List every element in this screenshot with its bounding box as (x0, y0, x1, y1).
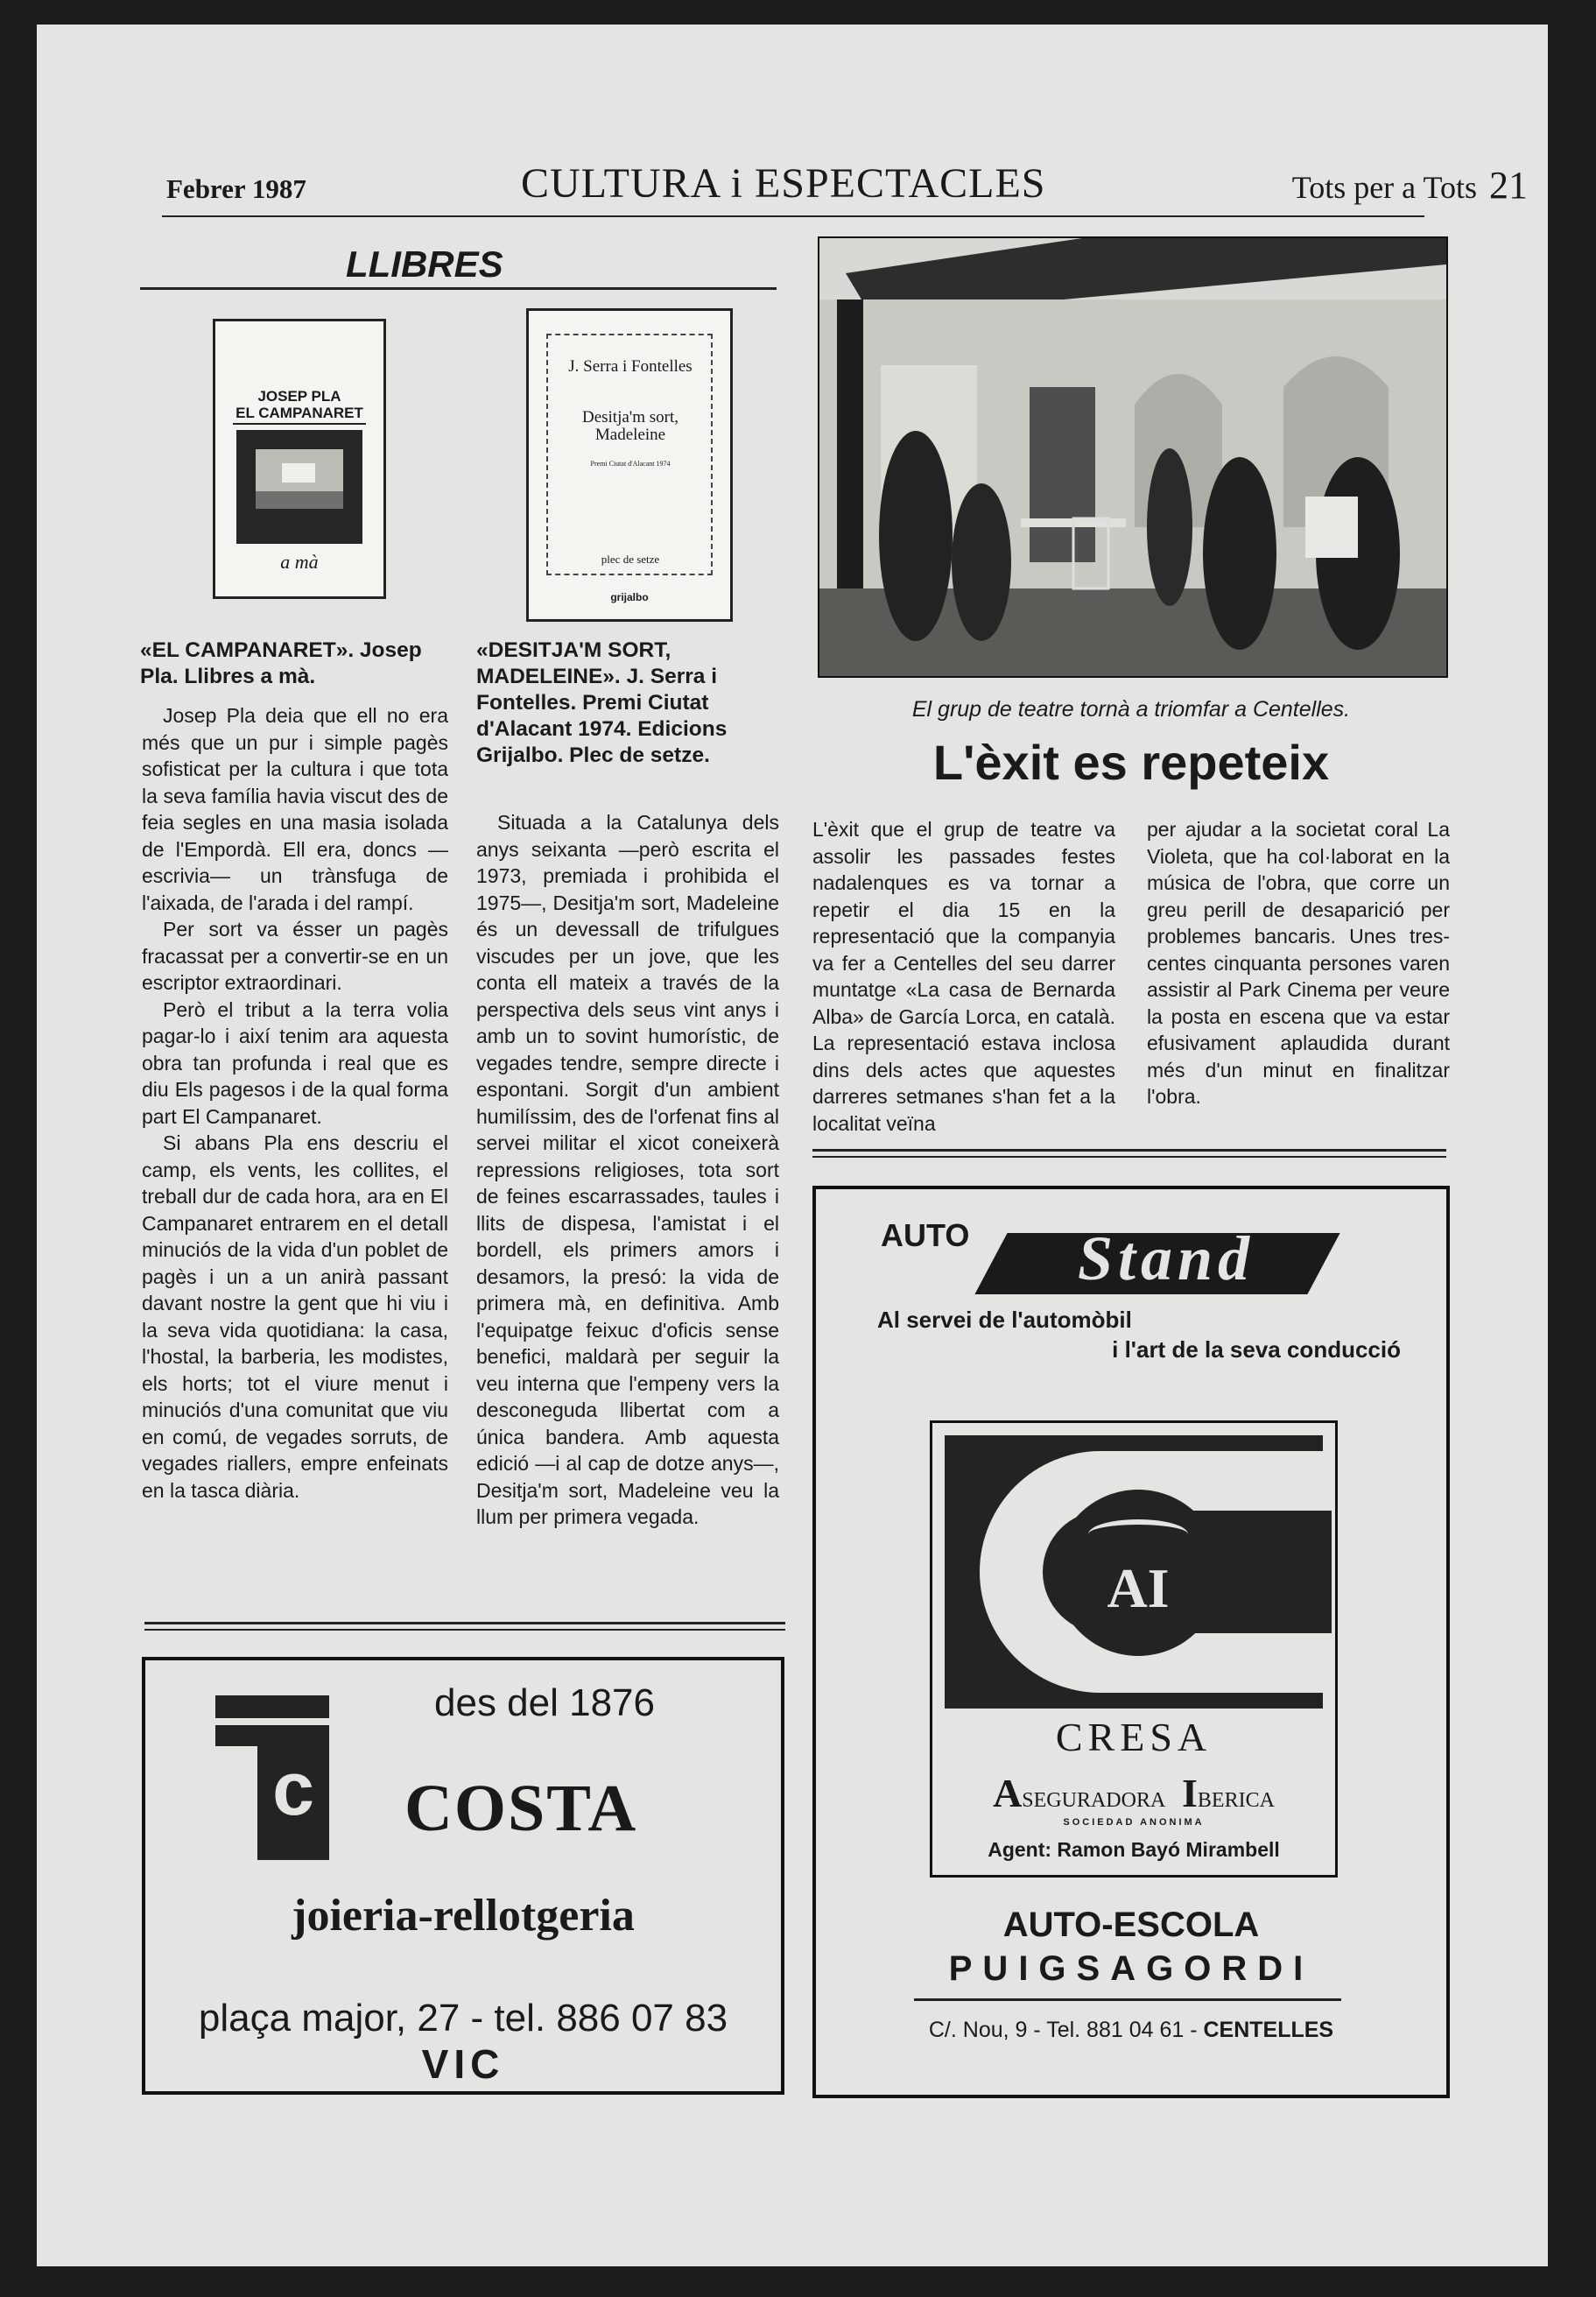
driving-school-address: C/. Nou, 9 - Tel. 881 04 61 - (928, 2018, 1198, 2042)
costa-logo-icon (215, 1695, 329, 1860)
driving-school-rule (914, 1998, 1341, 2001)
costa-top-rule (144, 1622, 785, 1624)
costa-advertisement (142, 1657, 784, 2095)
theatre-paragraph-1: L'èxit que el grup de teatre va assolir les passades festes nadalenques es va tornar a repetir el dia 15 en la representació que la companyia va fer a Centelles del seu darrer muntatge «La casa de Bernarda Alba» de García Lorca, en català. La representació estava inclosa dins dels actes que aquestes darreres setmanes s'han fet a la localitat veïna (812, 818, 1115, 1135)
theatre-scene-image (819, 238, 1446, 676)
costa-since: des del 1876 (434, 1681, 655, 1724)
page-number: 21 (1489, 164, 1528, 207)
book2-heading: «DESITJA'M SORT, MADELEINE». J. Serra i Fontelles. Premi Ciutat d'Alacant 1974. Edicions Grijalbo. Plec de setze. (476, 638, 728, 767)
cresa-letter-i: I (1182, 1771, 1198, 1815)
costa-name: COSTA (404, 1772, 638, 1845)
cover1-title: EL CAMPANARET (233, 405, 366, 425)
theatre-paragraph-2: per ajudar a la societat coral La Violeta, que ha col·laborat en la música de l'obra, que corre un greu perill de desaparició per problemes bancaris. Unes tres-centes cinquanta persones varen assistir al Park Cinema per veure la posta en escena que va estar efusivament aplaudida durant més d'un minut en finalitzar l'obra. (1147, 818, 1450, 1108)
book1-paragraph: Si abans Pla ens descriu el camp, els vents, les collites, el treball dur de cada hora, ara en El Campanaret entrarem en el detall minuciós de la vida d'un poblet de pagès i un a un anirà passant davant nostre la gent que hi viu i la seva vida quotidiana: la casa, l'hostal, la barberia, les modistes, els horts; tot el viure menut i minuciós d'una comunitat que viu en comú, de vegades sorruts, de vegades riallers, empre enfeinats en la tasca diària. (142, 1131, 448, 1502)
theatre-article-col1 (812, 816, 1115, 1137)
cover1-series: a mà (280, 551, 319, 573)
cresa-logo-icon (945, 1435, 1323, 1709)
cresa-word-2: BERICA (1197, 1789, 1275, 1812)
stand-logo-text: Stand (1077, 1223, 1255, 1293)
auto-tagline-2: i l'art de la seva conducció (1112, 1336, 1401, 1363)
costa-top-rule-thin (144, 1629, 785, 1631)
cover2-prize: Premi Ciutat d'Alacant 1974 (590, 460, 671, 468)
auto-prefix: AUTO (881, 1217, 970, 1253)
section-title: CULTURA i ESPECTACLES (521, 160, 1046, 207)
cresa-name: CRESA (1055, 1715, 1213, 1759)
cresa-word-1: SEGURADORA (1022, 1789, 1164, 1812)
cover2-author: J. Serra i Fontelles (568, 357, 693, 376)
header-rule (162, 215, 1424, 217)
book2-paragraph: Situada a la Catalunya dels anys seixanta —però escrita el 1973, premiada i prohibida el 1975—, Desitja'm sort, Madeleine és un devessall de trifulgues viscudes per un jove, que les conta ell mateix a través de la perspectiva dels seus vint anys i amb un to sovint humorístic, de vegades tendre, sempre directe i espontani. Sorgit d'un ambient humilíssim, des de l'orfenat fins al servei militar el xicot coneixerà repressions religioses, tota sort de feines escarrassades, taules i llits de dispesa, l'amistat i el bordell, els primers amors i desamors, la presó: la vida de primera mà, en definitiva. Amb l'equipatge feixuc d'oficis sense benefici, maldarà per seguir la veu interna que l'empeny vers la desconeguda llibertat com a única bandera. Amb aquesta edició —i al cap de dotze anys—, Desitja'm sort, Madeleine veu la llum per primera vegada. (476, 811, 779, 1528)
publication-title: Tots per a Tots (1291, 170, 1477, 205)
costa-logo-letter: c (272, 1747, 314, 1831)
cover2-title: Desitja'm sort, Madeleine (581, 408, 679, 444)
cover2-series: plec de setze (601, 553, 660, 566)
theatre-article-col2 (1147, 816, 1450, 1110)
driving-school-city: CENTELLES (1203, 2018, 1334, 2042)
cresa-letter-a: A (993, 1771, 1023, 1815)
cresa-logo-letters: AI (1107, 1557, 1170, 1619)
book1-paragraph: Per sort va ésser un pagès fracassat per a convertir-se en un escriptor extraordinari. (142, 918, 448, 994)
section-label-llibres: LLIBRES (346, 243, 503, 285)
book-cover-el-campanaret (213, 319, 386, 599)
book2-review (476, 809, 779, 1531)
costa-address: plaça major, 27 - tel. 886 07 83 (198, 1997, 728, 2040)
cresa-sub: SOCIEDAD ANONIMA (1063, 1817, 1205, 1828)
driving-school-name: PUIGSAGORDI (948, 1949, 1314, 1988)
book1-review (142, 702, 448, 1504)
article-bottom-rule-thin (812, 1156, 1446, 1158)
costa-city: VIC (421, 2041, 505, 2087)
costa-trade: joieria-rellotgeria (292, 1891, 635, 1941)
book1-heading: «EL CAMPANARET». Josep Pla. Llibres a mà. (140, 638, 422, 688)
driving-school-address-line (816, 2018, 1446, 2043)
publication-name (1292, 163, 1528, 208)
auto-tagline-1: Al servei de l'automòbil (877, 1307, 1132, 1333)
theatre-photo (818, 236, 1448, 678)
cresa-full-name (932, 1770, 1335, 1816)
book1-paragraph: Josep Pla deia que ell no era més que un pur i simple pagès sofisticat per la cultura i que tota la seva família havia viscut des de feia segles en una masia isolada de l'Empordà. Ell era, doncs —escrivia— un trànsfuga de l'aixada, de l'arada i del rampí. (142, 704, 448, 914)
cover1-illustration (236, 430, 362, 544)
photo-caption: El grup de teatre tornà a triomfar a Centelles. (911, 697, 1351, 722)
issue-date: Febrer 1987 (166, 173, 306, 204)
article-bottom-rule (812, 1149, 1446, 1152)
cresa-insurance-box (930, 1420, 1338, 1878)
auto-stand-advertisement (812, 1186, 1450, 2098)
llibres-rule (140, 287, 777, 290)
book1-paragraph: Però el tribut a la terra volia pagar-lo i així tenim ara aquesta obra tan profunda i real que es diu Els pagesos i de la qual forma part El Campanaret. (142, 997, 448, 1128)
cover2-publisher: grijalbo (610, 591, 649, 603)
article-headline: L'èxit es repeteix (932, 735, 1330, 790)
cover1-author: JOSEP PLA (257, 388, 341, 405)
book-cover-desitjam-sort (526, 308, 733, 622)
driving-school-label: AUTO-ESCOLA (1002, 1906, 1260, 1944)
cresa-agent: Agent: Ramon Bayó Mirambell (988, 1838, 1280, 1861)
